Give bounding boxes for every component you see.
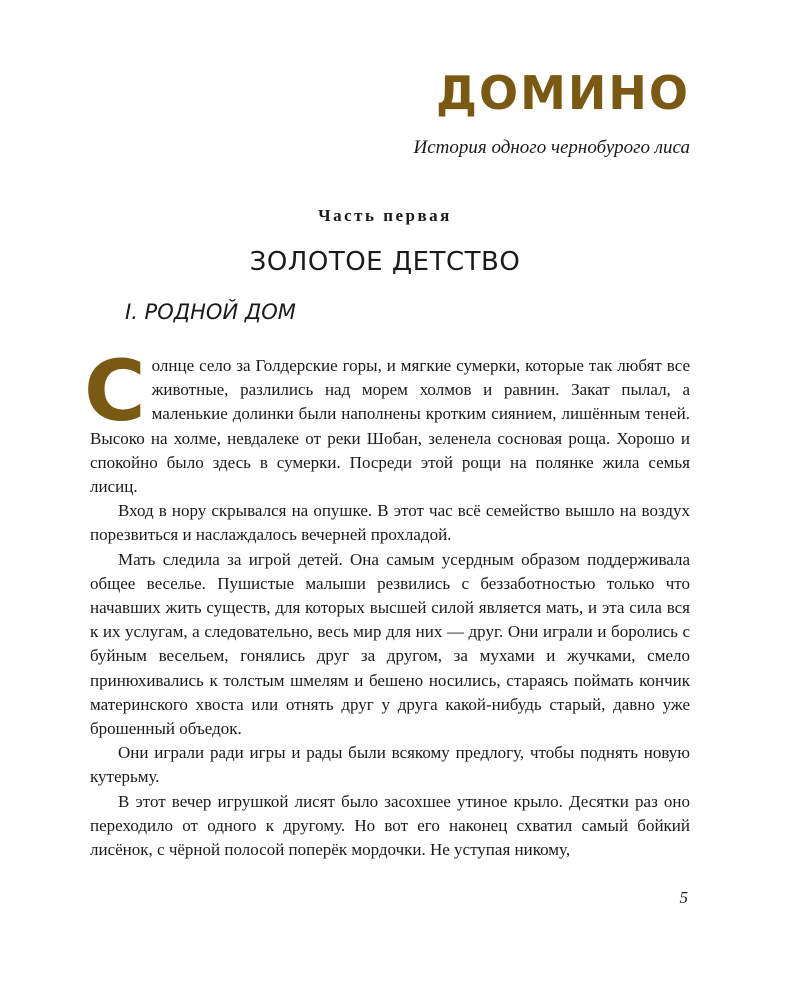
paragraph-1 [84, 342, 690, 499]
paragraph-3: Мать следила за игрой детей. Она самым усердным образом поддерживала общее веселье. Пушистые малыши резвились с беззаботностью только что начавших жить существ, для которых высшей силой является мать, и эта сила вся к их услугам, а следовательно, весь мир для них — друг. Они играли и боролись с буйным весельем, гонялись друг за другом, за мухами и жучками, смело принюхивались к толстым шмелям и бешено носились, стараясь поймать кончик материнского хвоста или отнять друг у друга какой-нибудь старый, давно уже брошенный объедок. [90, 549, 690, 739]
part-label: Часть первая [318, 206, 452, 225]
book-subtitle: История одного чернобурого лиса [413, 137, 690, 158]
page-number: 5 [679, 888, 688, 907]
chapter-title: I. РОДНОЙ ДОМ [125, 300, 296, 324]
paragraph-4: Они играли ради игры и рады были всякому предлогу, чтобы поднять новую кутерьму. [90, 743, 690, 787]
paragraph-5: В этот вечер игрушкой лисят было засохшее утиное крыло. Десятки раз оно переходило от одного к другому. Но вот его наконец схватил самый бойкий лисёнок, с чёрной полосой поперёк мордочки. Не уступая никому, [90, 791, 690, 860]
paragraph-2: Вход в нору скрывался на опушке. В этот час всё семейство вышло на воздух порезвиться и наслаждалось вечерней прохладой. [90, 501, 690, 545]
drop-cap: С [84, 342, 146, 440]
body-text [84, 342, 690, 862]
book-title: ДОМИНО [436, 66, 690, 120]
part-title: ЗОЛОТОЕ ДЕТСТВО [249, 247, 521, 277]
paragraph-1-text: олнце село за Голдерские горы, и мягкие сумерки, которые так любят все животные, разлились над морем холмов и равнин. Закат пылал, а маленькие долинки были наполнены кротким сиянием, лишённым теней. Высоко на холме, невдалеке от реки Шобан, зеленела сосновая роща. Хорошо и спокойно было здесь в сумерки. Посреди этой рощи на полянке жила семья лисиц. [90, 356, 690, 497]
